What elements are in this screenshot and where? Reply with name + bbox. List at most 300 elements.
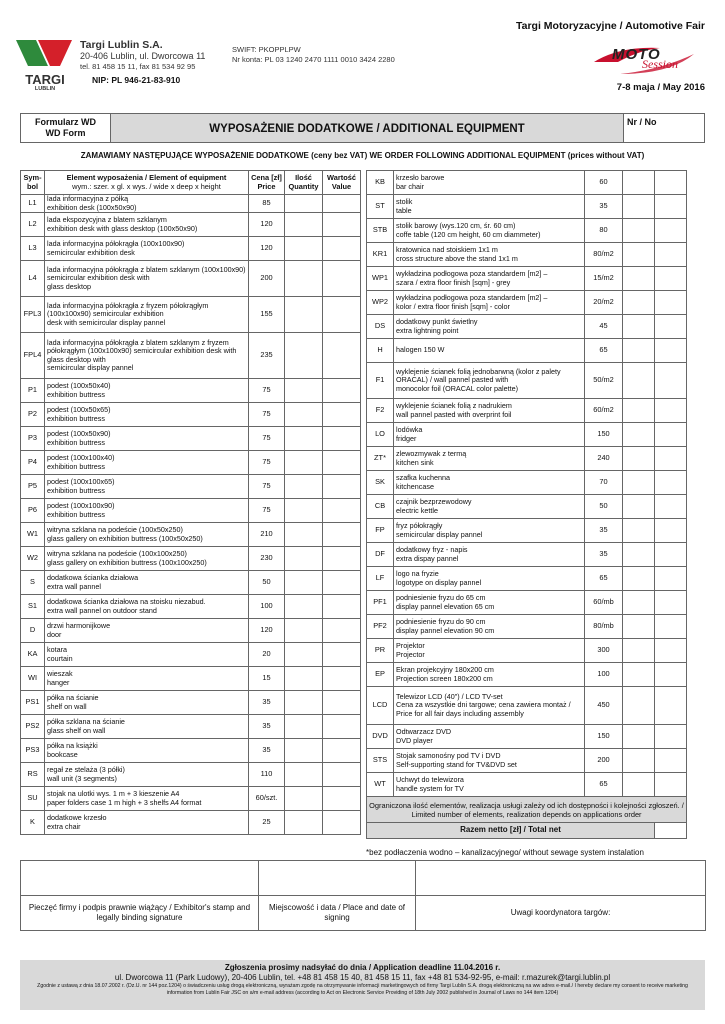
description-pl: wykładzina podłogowa poza standardem [m2] – — [396, 268, 548, 278]
symbol-cell — [367, 219, 394, 243]
table-row — [21, 643, 361, 667]
description-pl: podest (100x100x65) — [47, 477, 115, 487]
form-label-en: WD Form — [45, 128, 86, 138]
quantity-input[interactable] — [623, 243, 655, 267]
symbol-cell — [21, 787, 45, 811]
price: 300 — [597, 645, 610, 655]
price: 85 — [262, 198, 271, 208]
symbol: LCD — [372, 700, 388, 710]
symbol: FP — [375, 525, 385, 535]
quantity-input[interactable] — [623, 171, 655, 195]
value-input[interactable] — [655, 291, 687, 315]
description-cell — [45, 763, 249, 787]
description-pl: fryz półokrągły — [396, 520, 443, 530]
description-pl: stojak na ulotki wys. 1 m + 3 kieszenie A4 — [47, 789, 180, 799]
price-cell — [249, 451, 285, 475]
description-pl: wieszak — [47, 669, 73, 679]
description-pl: wykładzina podłogowa poza standardem [m2] – — [396, 292, 548, 302]
table-row — [21, 379, 361, 403]
symbol: FPL4 — [23, 350, 42, 360]
place-date-field[interactable] — [259, 861, 416, 896]
value-input[interactable] — [655, 639, 687, 663]
moto-logo-word: MOTO — [612, 46, 661, 63]
price: 75 — [262, 505, 271, 515]
table-row — [367, 725, 687, 749]
description-en: semicircular display pannel — [396, 529, 483, 539]
description-pl: Stojak samonośny pod TV i DVD — [396, 750, 501, 760]
value-input[interactable] — [655, 773, 687, 797]
description-en: exhibition desk (100x50x90) — [47, 202, 137, 212]
description-en: szara / extra floor finish [sqm] - grey — [396, 277, 511, 287]
quantity-input[interactable] — [285, 499, 323, 523]
table-row — [367, 243, 687, 267]
description-cell — [394, 291, 585, 315]
description-pl: Projektor — [396, 640, 425, 650]
value-input[interactable] — [323, 261, 361, 297]
header-quantity: Ilość Quantity — [285, 171, 323, 195]
description-cell — [45, 499, 249, 523]
description-en: electric kettle — [396, 505, 438, 515]
description-en: exhibition buttress — [47, 437, 105, 447]
symbol-cell — [21, 619, 45, 643]
table-row — [367, 663, 687, 687]
description-en: exhibition buttress — [47, 485, 105, 495]
description-pl: witryna szklana na podeście (100x50x250) — [47, 525, 183, 535]
description-cell — [394, 615, 585, 639]
price: 80/m2 — [593, 249, 614, 259]
quantity-input[interactable] — [623, 399, 655, 423]
description-en: monocolor foil (ORACAL color palette) — [396, 383, 518, 393]
quantity-input[interactable] — [623, 267, 655, 291]
price: 75 — [262, 409, 271, 419]
quantity-input[interactable] — [623, 773, 655, 797]
quantity-input[interactable] — [285, 427, 323, 451]
description-cell — [45, 691, 249, 715]
signature-label-row — [21, 896, 706, 931]
session-logo-word: Session — [642, 57, 678, 71]
description-en: table — [396, 205, 412, 215]
price-cell — [585, 567, 623, 591]
value-input[interactable] — [323, 475, 361, 499]
price: 25 — [262, 817, 271, 827]
value-input[interactable] — [655, 725, 687, 749]
quantity-input[interactable] — [285, 595, 323, 619]
description-en: display pannel elevation 90 cm — [396, 625, 495, 635]
company-name: Targi Lublin S.A. — [80, 39, 163, 51]
value-input[interactable] — [655, 495, 687, 519]
quantity-input[interactable] — [623, 725, 655, 749]
quantity-input[interactable] — [285, 261, 323, 297]
value-input[interactable] — [655, 315, 687, 339]
quantity-input[interactable] — [623, 447, 655, 471]
description-en: kitchencase — [396, 481, 434, 491]
description-en: Cena za wszystkie dni targowe; cena zawiera montaż / Price for all fair days including assembly — [396, 700, 571, 718]
table-row — [367, 447, 687, 471]
description-cell — [45, 451, 249, 475]
value-input[interactable] — [323, 643, 361, 667]
quantity-input[interactable] — [623, 339, 655, 363]
quantity-input[interactable] — [623, 291, 655, 315]
description-en: semicircular display pannel — [47, 363, 134, 373]
quantity-input[interactable] — [285, 691, 323, 715]
price-cell — [585, 519, 623, 543]
symbol-cell — [21, 739, 45, 763]
description-pl: Odtwarzacz DVD — [396, 726, 452, 736]
table-row — [21, 523, 361, 547]
value-input[interactable] — [323, 619, 361, 643]
symbol: EP — [375, 669, 385, 679]
symbol-cell — [367, 495, 394, 519]
quantity-input[interactable] — [623, 663, 655, 687]
value-input[interactable] — [655, 219, 687, 243]
table-row — [367, 471, 687, 495]
symbol-cell — [367, 315, 394, 339]
price: 110 — [260, 769, 273, 779]
logo-subtext: LUBLIN — [34, 86, 56, 92]
symbol-cell — [21, 547, 45, 571]
total-value-cell[interactable] — [655, 823, 687, 839]
price-cell — [249, 691, 285, 715]
price: 230 — [260, 553, 273, 563]
right-equipment-table — [366, 170, 687, 839]
description-en: coffe table (120 cm height, 60 cm diammeter) — [396, 229, 541, 239]
description-en: kolor / extra floor finish [sqm] - color — [396, 301, 510, 311]
value-input[interactable] — [655, 663, 687, 687]
quantity-input[interactable] — [623, 495, 655, 519]
targi-lublin-logo — [14, 38, 76, 90]
value-input[interactable] — [323, 811, 361, 835]
price: 100 — [597, 669, 610, 679]
description-cell — [394, 423, 585, 447]
price-cell — [585, 543, 623, 567]
symbol: ST — [375, 201, 385, 211]
value-input[interactable] — [323, 379, 361, 403]
price: 60/szt. — [255, 793, 278, 803]
price-cell — [249, 523, 285, 547]
description-cell — [394, 315, 585, 339]
symbol-cell — [21, 333, 45, 379]
value-input[interactable] — [323, 333, 361, 379]
symbol-cell — [21, 643, 45, 667]
symbol-cell — [21, 427, 45, 451]
symbol-cell — [21, 691, 45, 715]
value-input[interactable] — [323, 297, 361, 333]
price: 235 — [260, 350, 273, 360]
value-input[interactable] — [323, 427, 361, 451]
symbol: DF — [375, 549, 385, 559]
description-cell — [394, 471, 585, 495]
table-row — [21, 427, 361, 451]
value-input[interactable] — [323, 739, 361, 763]
table-row — [21, 547, 361, 571]
quantity-input[interactable] — [623, 639, 655, 663]
price-cell — [249, 619, 285, 643]
quantity-input[interactable] — [623, 615, 655, 639]
description-cell — [394, 219, 585, 243]
symbol: CB — [374, 501, 386, 511]
quantity-input[interactable] — [623, 219, 655, 243]
price: 50 — [599, 501, 608, 511]
quantity-input[interactable] — [623, 567, 655, 591]
symbol-cell — [21, 475, 45, 499]
value-input[interactable] — [323, 213, 361, 237]
company-nip: NIP: PL 946-21-83-910 — [92, 75, 181, 85]
description-cell — [45, 237, 249, 261]
form-title: WYPOSAŻENIE DODATKOWE / ADDITIONAL EQUIPMENT — [111, 114, 624, 142]
place-date-label: Miejscowość i data / Place and date of signing — [259, 896, 416, 931]
description-en: Projector — [396, 649, 425, 659]
price-cell — [249, 787, 285, 811]
price: 155 — [260, 309, 273, 319]
symbol-cell — [367, 171, 394, 195]
symbol: F2 — [375, 405, 385, 415]
description-pl: podest (100x50x65) — [47, 405, 111, 415]
symbol-cell — [367, 423, 394, 447]
price-cell — [585, 725, 623, 749]
value-input[interactable] — [323, 499, 361, 523]
price: 70 — [599, 477, 608, 487]
quantity-input[interactable] — [285, 195, 323, 213]
symbol: P5 — [27, 481, 38, 491]
symbol: P1 — [27, 385, 38, 395]
description-pl: kotara — [47, 645, 67, 655]
quantity-input[interactable] — [285, 715, 323, 739]
value-input[interactable] — [323, 547, 361, 571]
description-pl: dodatkowa ścianka działowa — [47, 573, 139, 583]
description-cell — [394, 447, 585, 471]
price-cell — [249, 715, 285, 739]
symbol-cell — [21, 571, 45, 595]
symbol: P3 — [27, 433, 38, 443]
table-row — [367, 171, 687, 195]
description-en: extra wall pannel — [47, 581, 101, 591]
quantity-input[interactable] — [285, 451, 323, 475]
description-cell — [394, 749, 585, 773]
header-element: Element wyposażenia / Element of equipment wym.: szer. x gl. x wys. / wide x deep x height — [45, 171, 249, 195]
description-en: fridger — [396, 433, 417, 443]
symbol: S1 — [27, 601, 38, 611]
value-input[interactable] — [655, 567, 687, 591]
value-input[interactable] — [323, 763, 361, 787]
quantity-input[interactable] — [285, 787, 323, 811]
quantity-input[interactable] — [285, 763, 323, 787]
quantity-input[interactable] — [285, 667, 323, 691]
quantity-input[interactable] — [623, 423, 655, 447]
description-en: cross structure above the stand 1x1 m — [396, 253, 518, 263]
symbol-cell — [21, 379, 45, 403]
description-cell — [45, 297, 249, 333]
description-pl: lada informacyjna półokrągła z fryzem półokrągłym (100x100x90) semicircular exhibition — [47, 300, 209, 319]
description-pl: lada informacyjna półokrągła z blatem szklanym (100x100x90) semicircular exhibition desk with — [47, 264, 246, 283]
form-label — [21, 114, 111, 142]
quantity-input[interactable] — [285, 237, 323, 261]
price: 240 — [597, 453, 610, 463]
quantity-input[interactable] — [285, 475, 323, 499]
quantity-input[interactable] — [623, 749, 655, 773]
description-en: handle system for TV — [396, 783, 464, 793]
symbol: S — [30, 577, 35, 587]
value-input[interactable] — [655, 591, 687, 615]
value-input[interactable] — [323, 787, 361, 811]
table-row — [367, 291, 687, 315]
value-input[interactable] — [323, 571, 361, 595]
price: 120 — [260, 219, 273, 229]
price-cell — [585, 243, 623, 267]
symbol: PF1 — [373, 597, 387, 607]
quantity-input[interactable] — [623, 315, 655, 339]
description-cell — [394, 687, 585, 725]
nr-field[interactable] — [624, 114, 704, 142]
value-input[interactable] — [323, 691, 361, 715]
value-input[interactable] — [323, 403, 361, 427]
symbol: P6 — [27, 505, 38, 515]
value-input[interactable] — [655, 447, 687, 471]
quantity-input[interactable] — [285, 523, 323, 547]
description-pl: wyklejenie ścianek folią z nadrukiem — [396, 400, 512, 410]
value-input[interactable] — [655, 399, 687, 423]
table-row — [21, 691, 361, 715]
description-en: exhibition buttress — [47, 389, 105, 399]
symbol: K — [30, 817, 35, 827]
table-row — [367, 639, 687, 663]
table-row — [21, 619, 361, 643]
price-cell — [585, 639, 623, 663]
quantity-input[interactable] — [285, 547, 323, 571]
description-cell — [45, 667, 249, 691]
value-input[interactable] — [323, 667, 361, 691]
price: 35 — [262, 745, 271, 755]
quantity-input[interactable] — [285, 571, 323, 595]
symbol-cell — [367, 567, 394, 591]
table-row — [21, 261, 361, 297]
price: 50 — [262, 577, 271, 587]
value-input[interactable] — [655, 363, 687, 399]
quantity-input[interactable] — [285, 643, 323, 667]
description-pl: podest (100x100x40) — [47, 453, 115, 463]
value-input[interactable] — [323, 595, 361, 619]
quantity-input[interactable] — [623, 591, 655, 615]
price-cell — [249, 297, 285, 333]
description-cell — [45, 213, 249, 237]
nr-label: Nr / No — [627, 117, 657, 127]
value-input[interactable] — [323, 451, 361, 475]
price: 80/mb — [593, 621, 614, 631]
table-row — [21, 595, 361, 619]
description-en: logotype on display pannel — [396, 577, 482, 587]
symbol: STS — [372, 755, 388, 765]
symbol: DS — [374, 321, 386, 331]
price-cell — [249, 739, 285, 763]
symbol: DVD — [372, 731, 388, 741]
account-number: Nr konta: PL 03 1240 2470 1111 0010 3424 2280 — [232, 55, 395, 64]
description-cell — [394, 567, 585, 591]
description-cell — [394, 171, 585, 195]
description-en: glass shelf on wall — [47, 725, 106, 735]
value-input[interactable] — [655, 267, 687, 291]
description-cell — [45, 547, 249, 571]
value-input[interactable] — [655, 519, 687, 543]
quantity-input[interactable] — [623, 543, 655, 567]
limit-note-row — [367, 797, 687, 823]
price-cell — [585, 663, 623, 687]
legal-consent: Zgodnie z ustawą z dnia 18.07.2002 r. (Dz.U. nr 144 poz.1204) o świadczeniu usług drogą elektroniczną, wyrażam zgodę na otrzymywanie informacji marketingowych od firmy Targi Lublin S.A. drogą elektroniczną na ww adres e-mail./ I hereby declare my consent to receive marketing information from Lublin Fair JSC on a/m e-mail address (according to Act on Electronic Service Providing of 18th July 2002 published in Journal of Laws no 144 item 1204) — [37, 983, 688, 996]
quantity-input[interactable] — [623, 471, 655, 495]
description-pl: Ekran projekcyjny 180x200 cm — [396, 664, 494, 674]
description-pl: lada informacyjna półokrągła z blatem szklanym z fryzem półokrągłym (100x100x90) semicircular exhibition desk with glass desktop with — [47, 337, 237, 364]
value-input[interactable] — [323, 195, 361, 213]
description-pl: czajnik bezprzewodowy — [396, 496, 472, 506]
quantity-input[interactable] — [285, 739, 323, 763]
price-cell — [585, 195, 623, 219]
value-input[interactable] — [323, 237, 361, 261]
value-input[interactable] — [323, 715, 361, 739]
value-input[interactable] — [655, 339, 687, 363]
value-input[interactable] — [655, 471, 687, 495]
symbol-cell — [367, 339, 394, 363]
symbol: P4 — [27, 457, 38, 467]
quantity-input[interactable] — [285, 333, 323, 379]
quantity-input[interactable] — [623, 195, 655, 219]
header-symbol: Sym- bol — [21, 171, 45, 195]
price: 75 — [262, 481, 271, 491]
description-en: glass gallery on exhibition buttress (100x100x250) — [47, 557, 207, 567]
table-row — [367, 423, 687, 447]
quantity-input[interactable] — [285, 297, 323, 333]
table-row — [367, 267, 687, 291]
table-row — [21, 237, 361, 261]
stamp-field[interactable] — [21, 861, 259, 896]
value-input[interactable] — [655, 243, 687, 267]
description-pl: witryna szklana na podeście (100x100x250) — [47, 549, 187, 559]
value-input[interactable] — [323, 523, 361, 547]
description-pl: podest (100x50x90) — [47, 429, 111, 439]
swift: SWIFT: PKOPPLPW — [232, 45, 301, 54]
price-cell — [585, 447, 623, 471]
quantity-input[interactable] — [623, 363, 655, 399]
quantity-input[interactable] — [285, 403, 323, 427]
symbol: PS2 — [25, 721, 40, 731]
description-cell — [394, 773, 585, 797]
value-input[interactable] — [655, 687, 687, 725]
table-row — [367, 339, 687, 363]
quantity-input[interactable] — [623, 687, 655, 725]
price: 50/m2 — [593, 375, 614, 385]
quantity-input[interactable] — [285, 379, 323, 403]
value-input[interactable] — [655, 171, 687, 195]
quantity-input[interactable] — [285, 619, 323, 643]
price: 80 — [599, 225, 608, 235]
quantity-input[interactable] — [285, 811, 323, 835]
symbol-cell — [21, 297, 45, 333]
coordinator-field[interactable] — [416, 861, 706, 896]
price: 200 — [597, 755, 610, 765]
value-input[interactable] — [655, 195, 687, 219]
description-en: display pannel elevation 65 cm — [396, 601, 495, 611]
description-pl: zlewozmywak z termą — [396, 448, 467, 458]
value-input[interactable] — [655, 749, 687, 773]
description-pl: szafka kuchenna — [396, 472, 450, 482]
value-input[interactable] — [655, 423, 687, 447]
description-en: exhibition buttress — [47, 413, 105, 423]
value-input[interactable] — [655, 615, 687, 639]
price: 450 — [597, 700, 610, 710]
symbol-cell — [367, 519, 394, 543]
quantity-input[interactable] — [623, 519, 655, 543]
symbol-cell — [21, 237, 45, 261]
description-en: extra chair — [47, 821, 81, 831]
value-input[interactable] — [655, 543, 687, 567]
quantity-input[interactable] — [285, 213, 323, 237]
